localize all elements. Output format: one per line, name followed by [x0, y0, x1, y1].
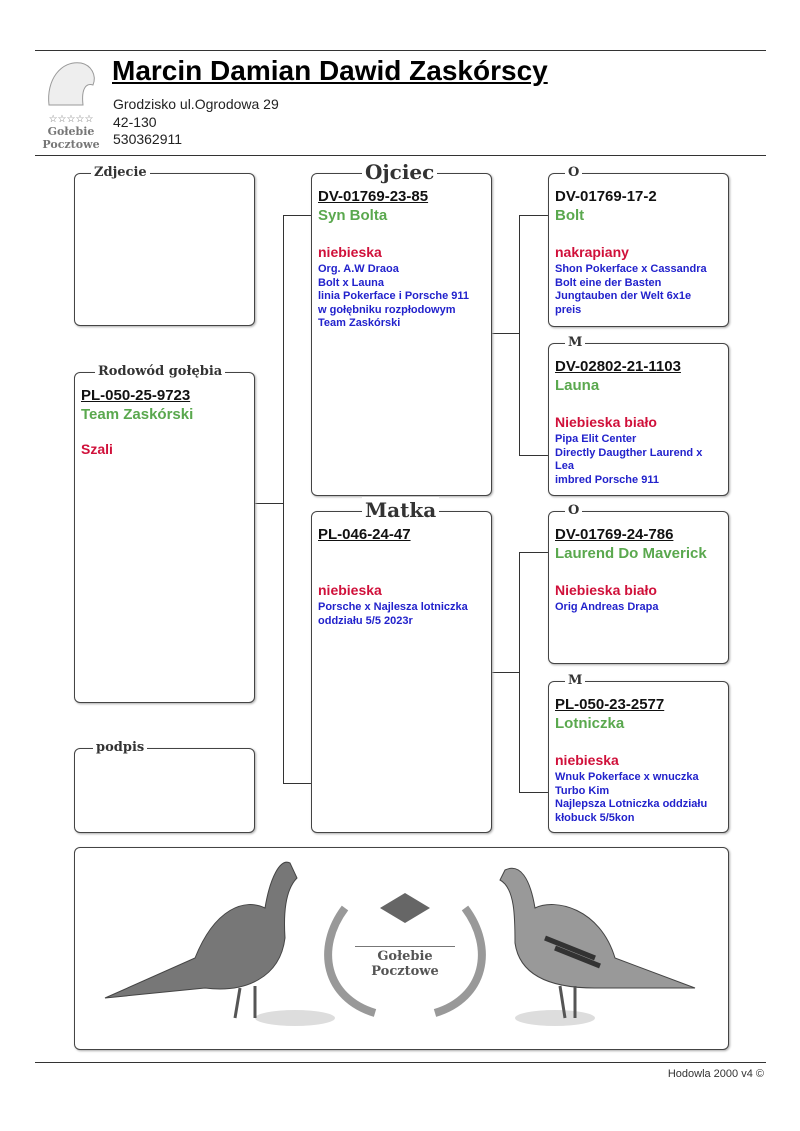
ring-number: PL-050-23-2577 — [555, 696, 665, 713]
connector — [519, 215, 520, 455]
paternal-grandfather-box — [548, 165, 729, 327]
pigeon-name — [318, 544, 487, 563]
connector — [283, 783, 311, 784]
phone: 530362911 — [113, 131, 183, 147]
footer-divider — [35, 1062, 766, 1063]
pigeon-description: Orig Andreas Drapa — [555, 601, 659, 613]
pigeon-description: Shon Pokerface x Cassandra Bolt eine der Basten Jungtauben der Welt 6x1e preis — [555, 263, 707, 316]
ring-number: DV-02802-21-1103 — [555, 358, 681, 375]
address: Grodzisko ul.Ogrodowa 29 — [113, 96, 279, 112]
logo — [36, 55, 106, 151]
banner-box — [74, 847, 729, 1050]
pigeon-color: nakrapiany — [555, 244, 629, 260]
photo-label: Zdjecie — [91, 164, 150, 182]
pigeon-description: Org. A.W Draoa Bolt x Launa linia Pokerface i Porsche 911 w gołębniku rozpłodowym Team Zaskórski — [318, 263, 470, 329]
pigeon-color: niebieska — [318, 244, 382, 260]
signature-box[interactable] — [74, 740, 255, 833]
pigeon-description: Pipa Elit Center Directly Daugther Laurend x Lea imbred Porsche 911 — [555, 433, 703, 486]
logo-text: Gołebie — [47, 125, 95, 138]
connector — [491, 672, 519, 673]
pigeon-name: Syn Bolta — [318, 207, 388, 224]
connector — [519, 455, 548, 456]
connector — [519, 552, 548, 553]
logo-stars: ☆☆☆☆☆ — [48, 114, 94, 125]
connector — [519, 215, 548, 216]
pigeon-name: Laurend Do Maverick — [555, 545, 707, 562]
connector — [283, 215, 311, 216]
paternal-grandmother-box — [548, 335, 729, 496]
pigeon-box — [74, 364, 255, 703]
footer-text: Hodowla 2000 v4 © — [667, 1068, 764, 1080]
pigeon-color: Niebieska biało — [555, 414, 657, 430]
mother-label: Matka — [362, 497, 439, 523]
ring-number: PL-050-25-9723 — [81, 387, 191, 404]
photo-box[interactable] — [74, 165, 255, 326]
father-label: Ojciec — [362, 159, 437, 185]
connector — [491, 333, 519, 334]
pigeon-name: Lotniczka — [555, 715, 625, 732]
signature-label: podpis — [93, 739, 147, 757]
dam-label: M — [565, 672, 585, 690]
logo-text: Pocztowe — [42, 138, 100, 151]
pigeon-color: Niebieska biało — [555, 582, 657, 598]
ring-number: DV-01769-23-85 — [318, 188, 429, 205]
banner-logo-text: Pocztowe — [371, 964, 439, 979]
maternal-grandfather-box — [548, 503, 729, 664]
connector — [283, 215, 284, 783]
pigeon-description: Porsche x Najlesza lotniczka oddziału 5/5 2023r — [318, 601, 468, 627]
father-box — [311, 160, 492, 496]
pigeon-color: Szali — [81, 441, 113, 457]
banner-logo-text: Gołebie — [377, 949, 433, 964]
pigeon-label: Rodowód gołębia — [95, 363, 225, 381]
pigeon-head-icon — [41, 55, 101, 110]
header-divider — [35, 155, 766, 156]
sire-label: O — [565, 164, 582, 182]
postal-code: 42-130 — [113, 114, 157, 130]
ring-number: DV-01769-17-2 — [555, 188, 657, 205]
connector — [519, 792, 548, 793]
dam-label: M — [565, 334, 585, 352]
connector — [254, 503, 283, 504]
pigeon-name: Team Zaskórski — [81, 406, 194, 423]
pigeon-color: niebieska — [318, 582, 382, 598]
pigeon-description: Wnuk Pokerface x wnuczka Turbo Kim Najlepsza Lotniczka oddziału kłobuck 5/5kon — [555, 771, 708, 824]
pigeon-color: niebieska — [555, 752, 619, 768]
ring-number: DV-01769-24-786 — [555, 526, 674, 543]
connector — [519, 552, 520, 792]
mother-box — [311, 498, 492, 833]
owner-name: Marcin Damian Dawid Zaskórscy — [112, 55, 548, 86]
pigeon-name: Bolt — [555, 207, 585, 224]
top-divider — [35, 50, 766, 51]
pigeon-name: Launa — [555, 377, 600, 394]
ring-number: PL-046-24-47 — [318, 526, 411, 543]
sire-label: O — [565, 502, 582, 520]
maternal-grandmother-box — [548, 673, 729, 833]
